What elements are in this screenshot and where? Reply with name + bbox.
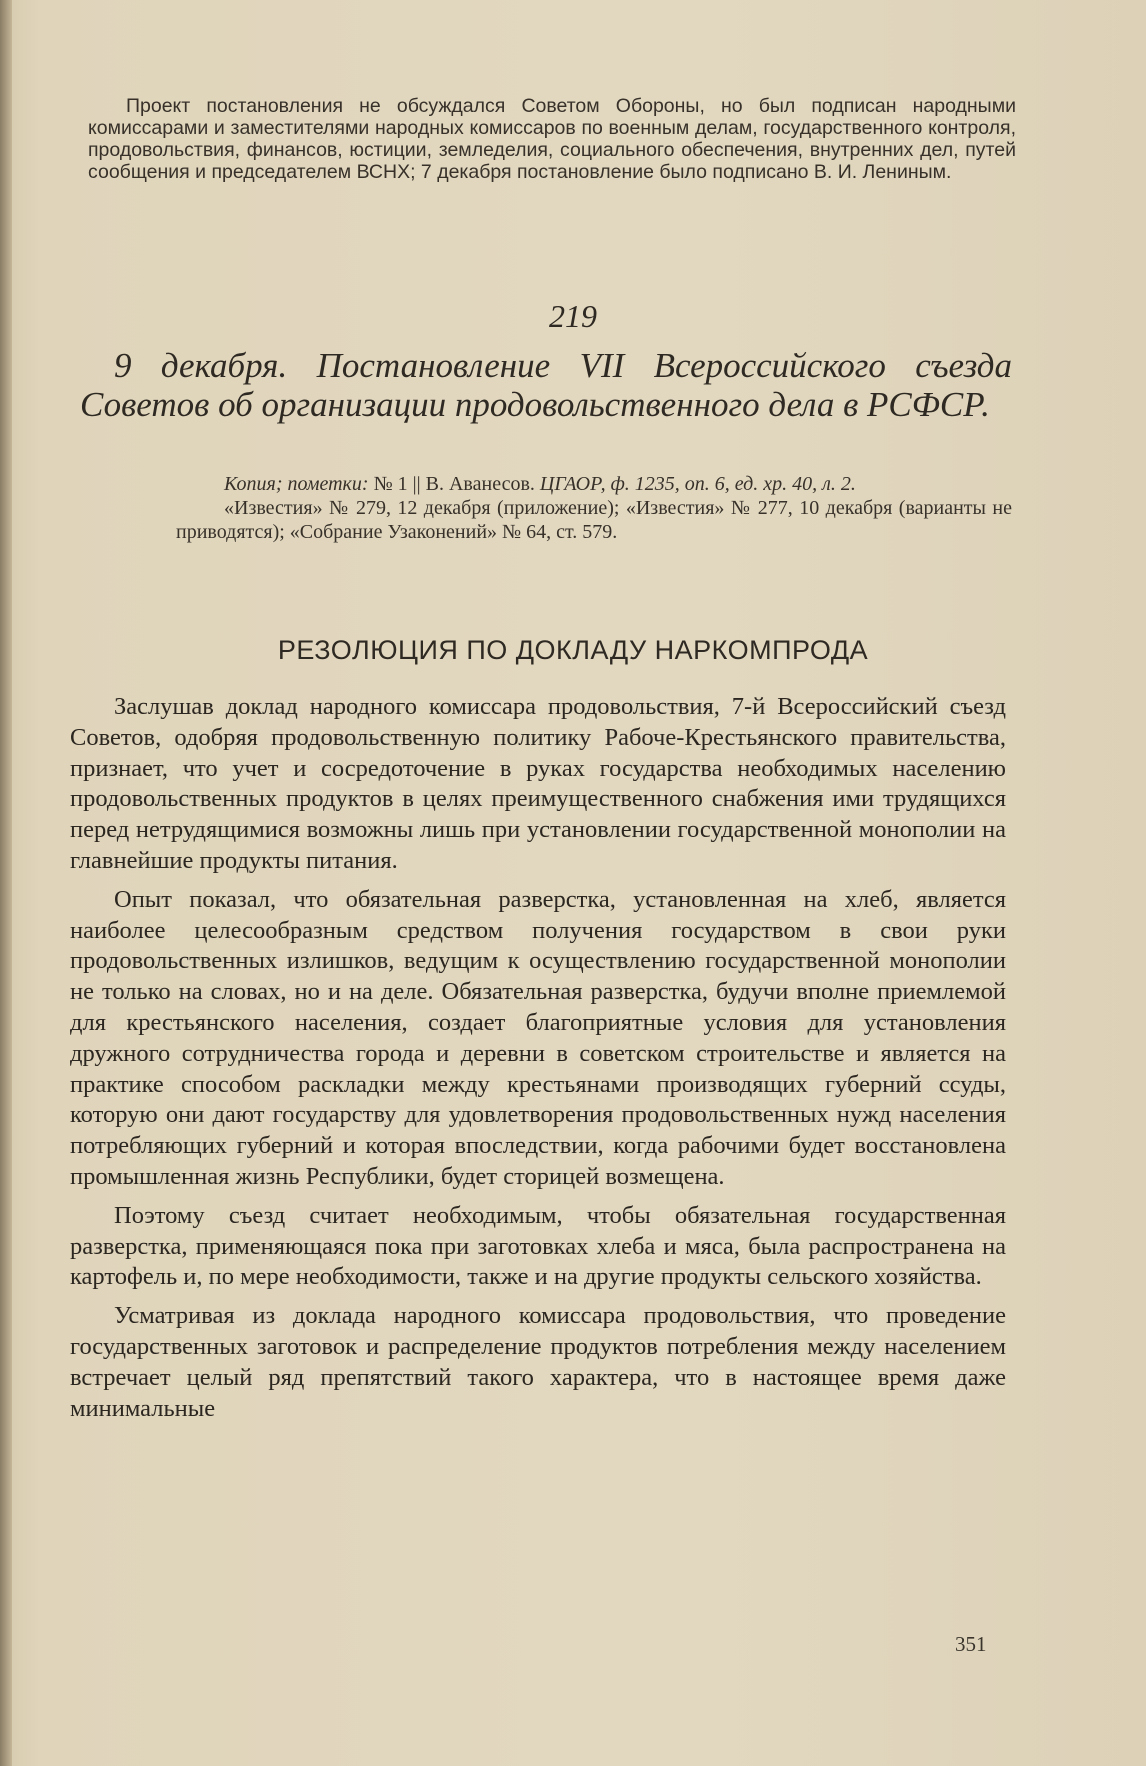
intro-note: Проект постановления не обсуждался Советом Обороны, но был подписан народными комиссарами и заместителями народных комиссаров по военным делам, государственного контроля, продовольствия, финансов, юстиции, земледелия, социального обеспечения, внутренних дел, путей сообщения и председателем ВСНХ; 7 декабря постановление было подписано В. И. Лениным. — [88, 95, 1016, 183]
paragraph: Опыт показал, что обязательная разверстка, установленная на хлеб, является наиболее целесообразным средством получения государством в свои руки продовольственных излишков, ведущим к осуществлению государственной монополии не только на словах, но и на деле. Обязательная разверстка, будучи вполне приемлемой для крестьянского населения, создает благоприятные условия для установления дружного сотрудничества города и деревни в советском строительстве и является на практике способом раскладки между крестьянами производящих губерний ссуды, которую они дают государству для удовлетворения продовольственных нужд населения потребляющих губерний и которая впоследствии, когда рабочими будет восстановлена промышленная жизнь Республики, будет сторицей возмещена. — [70, 885, 1006, 1190]
source-note-marks: № 1 || В. Аванесов. — [368, 473, 540, 495]
document-title: 9 декабря. Постановление VII Всероссийского съезда Советов об организации продовольственного дела в РСФСР. — [80, 346, 1012, 424]
archive-reference: ЦГАОР, ф. 1235, оп. 6, ед. хр. 40, л. 2. — [539, 473, 856, 495]
paragraph: Заслушав доклад народного комиссара продовольствия, 7-й Всероссийский съезд Советов, одобряя продовольственную политику Рабоче-Крестьянского правительства, признает, что учет и сосредоточение в руках государства необходимых населению продовольственных продуктов в целях преимущественного снабжения ими трудящихся перед нетрудящимися возможны лишь при установлении государственной монополии на главнейшие продукты питания. — [70, 693, 1006, 874]
source-reference-publications: «Известия» № 279, 12 декабря (приложение); «Известия» № 277, 10 декабря (варианты не приводятся); «Собрание Узаконений» № 64, ст. 579. — [176, 497, 1012, 543]
source-reference-archive — [176, 472, 1012, 496]
paragraph: Поэтому съезд считает необходимым, чтобы обязательная государственная разверстка, применяющаяся пока при заготовках хлеба и мяса, была распространена на картофель и, по мере необходимости, также и на другие продукты сельского хозяйства. — [70, 1201, 1006, 1291]
source-note-label: Копия; пометки: — [224, 473, 369, 495]
section-heading: РЕЗОЛЮЦИЯ ПО ДОКЛАДУ НАРКОМПРОДА — [277, 635, 869, 665]
page-number: 351 — [955, 1632, 987, 1656]
book-spine — [0, 0, 12, 1766]
resolution-body — [70, 692, 1006, 1432]
document-number: 219 — [549, 298, 597, 334]
paragraph: Усматривая из доклада народного комиссара продовольствия, что проведение государственных заготовок и распределение продуктов потребления между населением встречает целый ряд препятствий такого характера, что в настоящее время даже минимальные — [70, 1302, 1006, 1422]
source-references — [176, 472, 1012, 544]
